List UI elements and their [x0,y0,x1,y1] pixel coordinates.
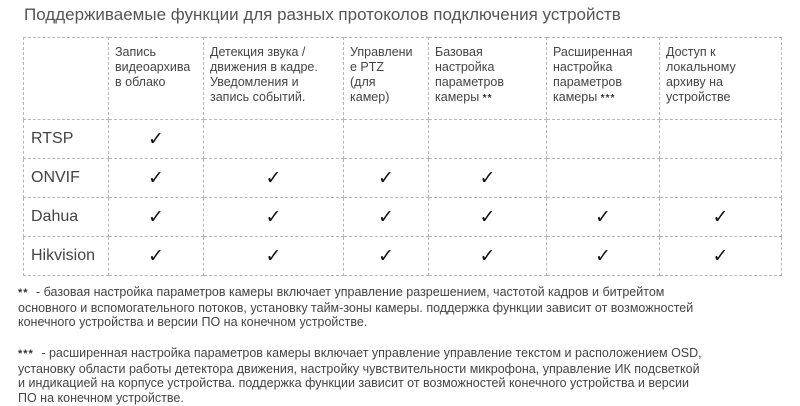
footnote-text: - расширенная настройка параметров камеры включает управление управление текстом и расположением OSD, [37,346,702,360]
footnote-text: основного и вспомогательного потоков, установку тайм-зоны камеры. поддержка функции зависит от возможностей [18,300,694,315]
support-cell [344,120,429,159]
table-row [24,120,782,159]
support-cell [429,120,547,159]
support-cell [109,237,204,276]
header-line: архиву на [666,75,723,89]
checkmark-icon: ✓ [378,245,394,267]
header-line: параметров [435,75,505,89]
footnote-text: ПО на конечном устройстве. [18,390,184,405]
page-title: Поддерживаемые функции для разных протоколов подключения устройств [24,5,621,24]
checkmark-icon: ✓ [265,206,282,228]
protocol-name: Dahua [24,198,109,237]
header-line: е PTZ [350,60,385,74]
support-cell [204,237,344,276]
support-cell [429,159,547,198]
support-cell [344,159,429,198]
support-cell [660,120,782,159]
header-local-archive [660,38,782,120]
footnote-mark: ** [482,93,493,104]
checkmark-icon: ✓ [712,206,729,228]
header-row [24,38,782,120]
table-row [24,237,782,276]
checkmark-icon: ✓ [479,206,496,228]
header-line: в облако [115,75,166,89]
footnote-line [18,362,788,377]
header-detection [204,38,344,120]
support-cell [204,198,344,237]
footnote-text: - базовая настройка параметров камеры включает управление разрешением, частотой кадров и битрейтом [32,285,665,299]
protocol-name: RTSP [24,120,109,159]
header-ptz [344,38,429,120]
header-line: Уведомления и [210,75,299,89]
footnote-text: установку области работы детектора движения, настройку чувствительности микрофона, управление ИК подсветкой [18,361,700,376]
header-advanced-settings [547,38,660,120]
header-line: локальному [666,60,736,74]
header-line: Расширенная [553,45,633,59]
header-basic-settings [429,38,547,120]
checkmark-icon: ✓ [148,128,164,150]
checkmark-icon: ✓ [595,206,611,228]
footnote-line [18,285,788,301]
header-line: Доступ к [666,45,716,59]
header-line: камеры [435,90,480,104]
support-cell [547,198,660,237]
checkmark-icon: ✓ [265,245,282,267]
checkmark-icon: ✓ [595,245,611,267]
footnote-line [18,315,788,330]
checkmark-icon: ✓ [148,167,164,189]
protocol-name: Hikvision [24,237,109,276]
feature-support-table [23,37,782,276]
support-cell [429,237,547,276]
table-row [24,198,782,237]
footnote-text: и индикацией на корпусе устройства. поддержка функции зависит от возможностей конечного устройства и версии [18,376,689,390]
header-line: параметров [553,75,623,89]
header-line: Базовая [435,45,483,59]
support-cell [660,198,782,237]
header-line: движения в кадре. [210,60,318,74]
header-line: запись событий. [210,90,306,104]
checkmark-icon: ✓ [479,245,496,267]
support-cell [547,159,660,198]
footnote-mark: ** [18,287,29,299]
support-cell [109,120,204,159]
header-line: настройка [553,60,613,74]
support-cell [660,159,782,198]
footnote-line [18,376,788,391]
footnote-line [18,346,788,362]
footnote-mark: *** [600,93,616,104]
footnote-basic-settings [18,285,788,330]
header-empty-cell [24,38,109,120]
table-row [24,159,782,198]
checkmark-icon: ✓ [479,167,496,189]
support-cell [109,198,204,237]
header-cloud-recording [109,38,204,120]
footnote-line [18,391,788,406]
header-line: видеоархива [115,60,191,74]
header-line: камер) [350,90,390,104]
support-cell [344,237,429,276]
support-cell [547,237,660,276]
header-line: камеры [553,90,598,104]
support-cell [660,237,782,276]
checkmark-icon: ✓ [378,206,394,228]
protocol-name: ONVIF [24,159,109,198]
support-cell [547,120,660,159]
footnote-advanced-settings [18,346,788,405]
checkmark-icon: ✓ [148,206,164,228]
checkmark-icon: ✓ [265,167,282,189]
header-line: (для [350,75,376,89]
header-line: устройстве [666,90,731,104]
support-cell [344,198,429,237]
checkmark-icon: ✓ [148,245,164,267]
footnote-mark: *** [18,348,34,360]
checkmark-icon: ✓ [378,167,394,189]
support-cell [109,159,204,198]
footnote-text: конечного устройства и версии ПО на конечном устройстве. [18,315,368,329]
footnote-line [18,301,788,316]
header-line: Запись [115,45,157,59]
support-cell [204,159,344,198]
checkmark-icon: ✓ [712,245,729,267]
header-line: Детекция звука / [210,45,306,59]
header-line: настройка [435,60,495,74]
support-cell [429,198,547,237]
header-line: Управлени [350,45,413,59]
support-cell [204,120,344,159]
